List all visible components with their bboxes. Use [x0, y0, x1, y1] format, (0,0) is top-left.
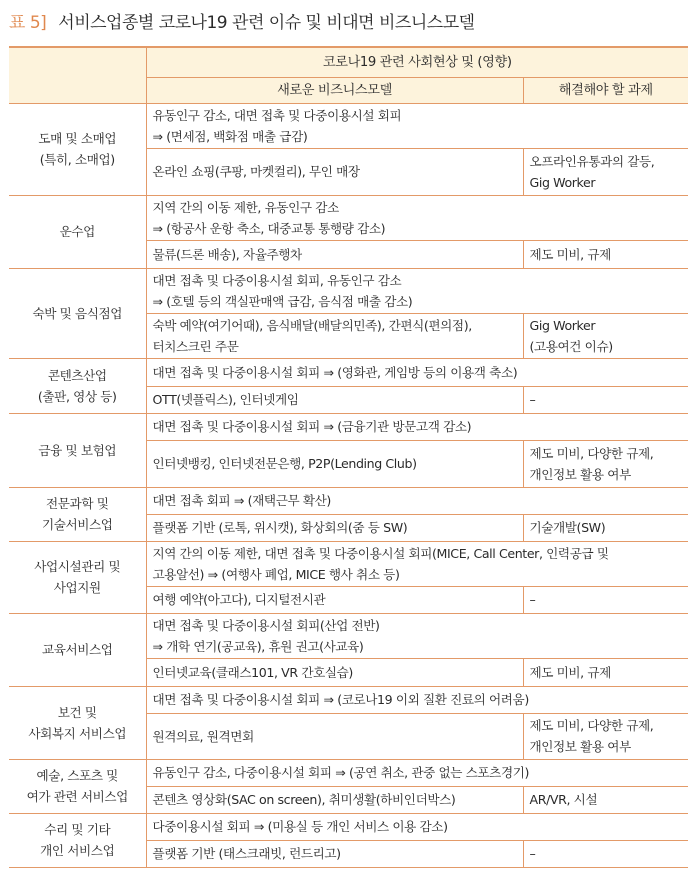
- task-cell: 제도 미비, 규제: [523, 240, 688, 268]
- impact-cell: 대면 접촉 및 다중이용시설 회피(산업 전반) ⇒ 개학 연기(공교육), 휴원 권고(사교육): [146, 613, 688, 658]
- task-cell: 제도 미비, 규제: [523, 658, 688, 686]
- model-cell: 인터넷교육(클래스101, VR 간호실습): [146, 658, 523, 686]
- impact-cell: 지역 간의 이동 제한, 대면 접촉 및 다중이용시설 회피(MICE, Call Center, 인력공급 및 고용알선) ⇒ (여행사 폐업, MICE 행사 취소 등): [146, 541, 688, 586]
- category-cell: 전문과학 및 기술서비스업: [9, 487, 146, 541]
- header-blank: [9, 47, 146, 103]
- table-row: [9, 487, 688, 514]
- service-industry-table: [9, 46, 688, 868]
- model-cell: 원격의료, 원격면회: [146, 713, 523, 759]
- impact-cell: 유동인구 감소, 다중이용시설 회피 ⇒ (공연 취소, 관중 없는 스포츠경기): [146, 759, 688, 786]
- table-row: [9, 195, 688, 240]
- category-cell: 콘텐츠산업 (출판, 영상 등): [9, 358, 146, 413]
- category-cell: 도매 및 소매업 (특히, 소매업): [9, 103, 146, 195]
- impact-cell: 유동인구 감소, 대면 접촉 및 다중이용시설 회피 ⇒ (면세점, 백화점 매출 급감): [146, 103, 688, 148]
- impact-cell: 대면 접촉 및 다중이용시설 회피 ⇒ (금융기관 방문고객 감소): [146, 413, 688, 440]
- task-cell: 기술개발(SW): [523, 514, 688, 541]
- task-cell: 오프라인유통과의 갈등, Gig Worker: [523, 148, 688, 195]
- table-title: 서비스업종별 코로나19 관련 이슈 및 비대면 비즈니스모델: [58, 13, 475, 33]
- model-cell: 여행 예약(아고다), 디지털전시관: [146, 586, 523, 613]
- table-row: [9, 759, 688, 786]
- header-group: 코로나19 관련 사회현상 및 (영향): [146, 47, 688, 77]
- model-cell: 물류(드론 배송), 자율주행차: [146, 240, 523, 268]
- table-row: [9, 813, 688, 840]
- category-cell: 예술, 스포츠 및 여가 관련 서비스업: [9, 759, 146, 813]
- category-cell: 운수업: [9, 195, 146, 268]
- impact-cell: 대면 접촉 및 다중이용시설 회피, 유동인구 감소 ⇒ (호텔 등의 객실판매액 급감, 음식점 매출 감소): [146, 268, 688, 313]
- category-cell: 교육서비스업: [9, 613, 146, 686]
- model-cell: 온라인 쇼핑(쿠팡, 마켓컬리), 무인 매장: [146, 148, 523, 195]
- model-cell: 콘텐츠 영상화(SAC on screen), 취미생활(하비인더박스): [146, 786, 523, 813]
- header-task: 해결해야 할 과제: [523, 77, 688, 103]
- category-cell: 숙박 및 음식점업: [9, 268, 146, 358]
- table-row: [9, 358, 688, 386]
- task-cell: AR/VR, 시설: [523, 786, 688, 813]
- header-model: 새로운 비즈니스모델: [146, 77, 523, 103]
- table-body: [9, 103, 688, 867]
- impact-cell: 대면 접촉 및 다중이용시설 회피 ⇒ (영화관, 게임방 등의 이용객 축소): [146, 358, 688, 386]
- table-number: 표 5]: [9, 13, 47, 33]
- impact-cell: 다중이용시설 회피 ⇒ (미용실 등 개인 서비스 이용 감소): [146, 813, 688, 840]
- model-cell: 플랫폼 기반 (로톡, 위시캣), 화상회의(줌 등 SW): [146, 514, 523, 541]
- table-row: [9, 686, 688, 713]
- category-cell: 보건 및 사회복지 서비스업: [9, 686, 146, 759]
- category-cell: 수리 및 기타 개인 서비스업: [9, 813, 146, 867]
- task-cell: –: [523, 386, 688, 413]
- table-row: [9, 268, 688, 313]
- task-cell: –: [523, 840, 688, 867]
- table-row: [9, 613, 688, 658]
- model-cell: 숙박 예약(여기어때), 음식배달(배달의민족), 간편식(편의점), 터치스크린 주문: [146, 313, 523, 358]
- task-cell: Gig Worker (고용여건 이슈): [523, 313, 688, 358]
- table-row: [9, 413, 688, 440]
- task-cell: 제도 미비, 다양한 규제, 개인정보 활용 여부: [523, 440, 688, 487]
- table-caption: [9, 8, 475, 33]
- task-cell: 제도 미비, 다양한 규제, 개인정보 활용 여부: [523, 713, 688, 759]
- table-row: [9, 103, 688, 148]
- category-cell: 사업시설관리 및 사업지원: [9, 541, 146, 613]
- model-cell: OTT(넷플릭스), 인터넷게임: [146, 386, 523, 413]
- impact-cell: 대면 접촉 회피 ⇒ (재택근무 확산): [146, 487, 688, 514]
- model-cell: 인터넷뱅킹, 인터넷전문은행, P2P(Lending Club): [146, 440, 523, 487]
- impact-cell: 지역 간의 이동 제한, 유동인구 감소 ⇒ (항공사 운항 축소, 대중교통 통행량 감소): [146, 195, 688, 240]
- model-cell: 플랫폼 기반 (태스크래빗, 런드리고): [146, 840, 523, 867]
- task-cell: –: [523, 586, 688, 613]
- table-row: [9, 541, 688, 586]
- category-cell: 금융 및 보험업: [9, 413, 146, 487]
- impact-cell: 대면 접촉 및 다중이용시설 회피 ⇒ (코로나19 이외 질환 진료의 어려움): [146, 686, 688, 713]
